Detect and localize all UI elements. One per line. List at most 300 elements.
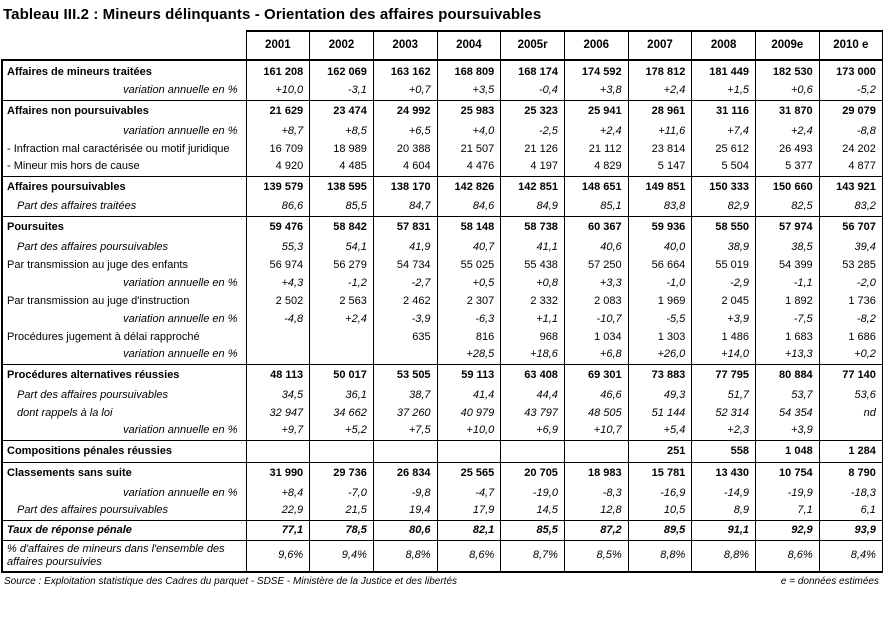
cell-value: +1,5 bbox=[692, 82, 756, 100]
cell-value: 5 377 bbox=[756, 158, 820, 176]
table-body bbox=[2, 60, 883, 572]
cell-value: 161 208 bbox=[246, 60, 310, 82]
cell-value: -8,8 bbox=[819, 122, 883, 140]
cell-value: 83,8 bbox=[628, 198, 692, 216]
cell-value: -1,0 bbox=[628, 274, 692, 292]
cell-value: 56 974 bbox=[246, 256, 310, 274]
cell-value: 51 144 bbox=[628, 404, 692, 422]
cell-value: 4 485 bbox=[310, 158, 374, 176]
cell-value: -3,9 bbox=[373, 310, 437, 328]
cell-value: 162 069 bbox=[310, 60, 374, 82]
cell-value: +18,6 bbox=[501, 346, 565, 364]
row-label: dont rappels à la loi bbox=[2, 404, 246, 422]
table-row bbox=[2, 404, 883, 422]
cell-value: -7,0 bbox=[310, 484, 374, 502]
cell-value: +5,4 bbox=[628, 422, 692, 440]
cell-value: 77,1 bbox=[246, 520, 310, 540]
year-column-header: 2003 bbox=[373, 31, 437, 60]
cell-value: +10,0 bbox=[437, 422, 501, 440]
cell-value: +2,4 bbox=[564, 122, 628, 140]
cell-value: 816 bbox=[437, 328, 501, 346]
cell-value: 92,9 bbox=[756, 520, 820, 540]
cell-value: +2,4 bbox=[310, 310, 374, 328]
year-column-header: 2004 bbox=[437, 31, 501, 60]
statistics-table bbox=[1, 30, 883, 573]
cell-value: 4 476 bbox=[437, 158, 501, 176]
table-row bbox=[2, 82, 883, 100]
cell-value: 1 048 bbox=[756, 440, 820, 462]
cell-value: 19,4 bbox=[373, 502, 437, 520]
cell-value: 59 476 bbox=[246, 216, 310, 238]
table-row bbox=[2, 310, 883, 328]
cell-value: 48 113 bbox=[246, 364, 310, 386]
cell-value: 251 bbox=[628, 440, 692, 462]
cell-value: 2 563 bbox=[310, 292, 374, 310]
cell-value: +0,6 bbox=[756, 82, 820, 100]
cell-value: 1 303 bbox=[628, 328, 692, 346]
cell-value: 142 826 bbox=[437, 176, 501, 198]
cell-value: 1 486 bbox=[692, 328, 756, 346]
cell-value: 38,7 bbox=[373, 386, 437, 404]
cell-value bbox=[373, 440, 437, 462]
cell-value: 2 462 bbox=[373, 292, 437, 310]
cell-value: -7,5 bbox=[756, 310, 820, 328]
cell-value: +4,0 bbox=[437, 122, 501, 140]
cell-value: 49,3 bbox=[628, 386, 692, 404]
cell-value bbox=[437, 440, 501, 462]
cell-value: 56 664 bbox=[628, 256, 692, 274]
cell-value: 55 025 bbox=[437, 256, 501, 274]
cell-value: 182 530 bbox=[756, 60, 820, 82]
cell-value: 13 430 bbox=[692, 462, 756, 484]
cell-value: 51,7 bbox=[692, 386, 756, 404]
footer bbox=[1, 576, 882, 587]
cell-value: 29 736 bbox=[310, 462, 374, 484]
cell-value: 59 113 bbox=[437, 364, 501, 386]
cell-value: 59 936 bbox=[628, 216, 692, 238]
cell-value: 25 983 bbox=[437, 100, 501, 122]
cell-value: 58 550 bbox=[692, 216, 756, 238]
table-row bbox=[2, 386, 883, 404]
cell-value: 58 738 bbox=[501, 216, 565, 238]
cell-value: 54,1 bbox=[310, 238, 374, 256]
cell-value: 25 565 bbox=[437, 462, 501, 484]
cell-value: 139 579 bbox=[246, 176, 310, 198]
cell-value: +0,7 bbox=[373, 82, 437, 100]
cell-value: +13,3 bbox=[756, 346, 820, 364]
cell-value: 25 612 bbox=[692, 140, 756, 158]
year-column-header: 2005r bbox=[501, 31, 565, 60]
cell-value: 2 332 bbox=[501, 292, 565, 310]
cell-value: 93,9 bbox=[819, 520, 883, 540]
cell-value: 73 883 bbox=[628, 364, 692, 386]
corner-cell bbox=[2, 31, 246, 60]
row-label: % d'affaires de mineurs dans l'ensemble des affaires poursuivies bbox=[2, 540, 246, 572]
cell-value: 78,5 bbox=[310, 520, 374, 540]
table-row bbox=[2, 292, 883, 310]
cell-value: 80,6 bbox=[373, 520, 437, 540]
cell-value: 36,1 bbox=[310, 386, 374, 404]
table-row bbox=[2, 346, 883, 364]
cell-value: 20 705 bbox=[501, 462, 565, 484]
cell-value: 26 493 bbox=[756, 140, 820, 158]
table-row bbox=[2, 520, 883, 540]
table-row bbox=[2, 502, 883, 520]
cell-value: -2,9 bbox=[692, 274, 756, 292]
row-label: variation annuelle en % bbox=[2, 274, 246, 292]
cell-value: 20 388 bbox=[373, 140, 437, 158]
cell-value: 53 285 bbox=[819, 256, 883, 274]
row-label: variation annuelle en % bbox=[2, 310, 246, 328]
cell-value: 14,5 bbox=[501, 502, 565, 520]
cell-value: -2,7 bbox=[373, 274, 437, 292]
cell-value: 82,1 bbox=[437, 520, 501, 540]
row-label: Procédures jugement à délai rapproché bbox=[2, 328, 246, 346]
cell-value: 558 bbox=[692, 440, 756, 462]
cell-value: +2,3 bbox=[692, 422, 756, 440]
cell-value: +7,5 bbox=[373, 422, 437, 440]
cell-value: +3,8 bbox=[564, 82, 628, 100]
cell-value: -1,2 bbox=[310, 274, 374, 292]
row-label: Par transmission au juge des enfants bbox=[2, 256, 246, 274]
year-column-header: 2008 bbox=[692, 31, 756, 60]
cell-value: +11,6 bbox=[628, 122, 692, 140]
estimate-note: e = données estimées bbox=[780, 575, 879, 587]
cell-value: -5,5 bbox=[628, 310, 692, 328]
cell-value: 32 947 bbox=[246, 404, 310, 422]
cell-value: +5,2 bbox=[310, 422, 374, 440]
cell-value: 8,5% bbox=[564, 540, 628, 572]
cell-value: 143 921 bbox=[819, 176, 883, 198]
cell-value: 56 707 bbox=[819, 216, 883, 238]
cell-value: -8,3 bbox=[564, 484, 628, 502]
cell-value: +0,2 bbox=[819, 346, 883, 364]
cell-value: 174 592 bbox=[564, 60, 628, 82]
cell-value: 63 408 bbox=[501, 364, 565, 386]
cell-value: 635 bbox=[373, 328, 437, 346]
cell-value: 58 148 bbox=[437, 216, 501, 238]
row-label: Par transmission au juge d'instruction bbox=[2, 292, 246, 310]
table-row bbox=[2, 198, 883, 216]
table-row bbox=[2, 176, 883, 198]
cell-value: 16 709 bbox=[246, 140, 310, 158]
cell-value: 8,6% bbox=[756, 540, 820, 572]
cell-value: 150 333 bbox=[692, 176, 756, 198]
cell-value: 85,5 bbox=[310, 198, 374, 216]
cell-value: +1,1 bbox=[501, 310, 565, 328]
cell-value: 38,9 bbox=[692, 238, 756, 256]
cell-value bbox=[819, 422, 883, 440]
table-head-row bbox=[2, 31, 883, 60]
cell-value: -18,3 bbox=[819, 484, 883, 502]
table-row bbox=[2, 122, 883, 140]
cell-value: 21 629 bbox=[246, 100, 310, 122]
row-label: Taux de réponse pénale bbox=[2, 520, 246, 540]
row-label: Part des affaires traitées bbox=[2, 198, 246, 216]
cell-value: 2 502 bbox=[246, 292, 310, 310]
row-label: variation annuelle en % bbox=[2, 82, 246, 100]
cell-value: 5 147 bbox=[628, 158, 692, 176]
table-row bbox=[2, 140, 883, 158]
cell-value: -8,2 bbox=[819, 310, 883, 328]
cell-value: 80 884 bbox=[756, 364, 820, 386]
row-label: Part des affaires poursuivables bbox=[2, 238, 246, 256]
cell-value: +4,3 bbox=[246, 274, 310, 292]
cell-value: nd bbox=[819, 404, 883, 422]
cell-value: -19,9 bbox=[756, 484, 820, 502]
row-label: Affaires non poursuivables bbox=[2, 100, 246, 122]
cell-value bbox=[373, 346, 437, 364]
cell-value: -4,8 bbox=[246, 310, 310, 328]
table-row bbox=[2, 216, 883, 238]
cell-value: 84,9 bbox=[501, 198, 565, 216]
row-label: Poursuites bbox=[2, 216, 246, 238]
cell-value: 22,9 bbox=[246, 502, 310, 520]
cell-value: 18 983 bbox=[564, 462, 628, 484]
cell-value: 4 920 bbox=[246, 158, 310, 176]
row-label: variation annuelle en % bbox=[2, 346, 246, 364]
cell-value: +0,5 bbox=[437, 274, 501, 292]
year-column-header: 2009e bbox=[756, 31, 820, 60]
table-row bbox=[2, 274, 883, 292]
cell-value: 178 812 bbox=[628, 60, 692, 82]
cell-value: 1 034 bbox=[564, 328, 628, 346]
cell-value bbox=[246, 440, 310, 462]
cell-value: 41,9 bbox=[373, 238, 437, 256]
cell-value bbox=[246, 346, 310, 364]
cell-value: 12,8 bbox=[564, 502, 628, 520]
cell-value: 40 979 bbox=[437, 404, 501, 422]
row-label: variation annuelle en % bbox=[2, 122, 246, 140]
cell-value: 77 140 bbox=[819, 364, 883, 386]
cell-value bbox=[246, 328, 310, 346]
cell-value: 8,9 bbox=[692, 502, 756, 520]
row-label: Procédures alternatives réussies bbox=[2, 364, 246, 386]
cell-value: 23 814 bbox=[628, 140, 692, 158]
cell-value bbox=[310, 346, 374, 364]
cell-value: 9,4% bbox=[310, 540, 374, 572]
year-column-header: 2006 bbox=[564, 31, 628, 60]
table-row bbox=[2, 328, 883, 346]
cell-value: 52 314 bbox=[692, 404, 756, 422]
table-row bbox=[2, 60, 883, 82]
cell-value: 60 367 bbox=[564, 216, 628, 238]
cell-value: 28 961 bbox=[628, 100, 692, 122]
cell-value: 168 174 bbox=[501, 60, 565, 82]
cell-value: 2 083 bbox=[564, 292, 628, 310]
row-label: Classements sans suite bbox=[2, 462, 246, 484]
table-row bbox=[2, 540, 883, 572]
cell-value: 57 974 bbox=[756, 216, 820, 238]
cell-value: -4,7 bbox=[437, 484, 501, 502]
cell-value: +3,9 bbox=[756, 422, 820, 440]
table-row bbox=[2, 100, 883, 122]
cell-value: +3,3 bbox=[564, 274, 628, 292]
cell-value: 138 595 bbox=[310, 176, 374, 198]
row-label: variation annuelle en % bbox=[2, 422, 246, 440]
cell-value: +10,0 bbox=[246, 82, 310, 100]
cell-value: 23 474 bbox=[310, 100, 374, 122]
cell-value: 8,8% bbox=[628, 540, 692, 572]
cell-value: 34 662 bbox=[310, 404, 374, 422]
cell-value: +3,9 bbox=[692, 310, 756, 328]
cell-value: -0,4 bbox=[501, 82, 565, 100]
cell-value: -2,5 bbox=[501, 122, 565, 140]
cell-value: 58 842 bbox=[310, 216, 374, 238]
cell-value: 149 851 bbox=[628, 176, 692, 198]
cell-value: 1 683 bbox=[756, 328, 820, 346]
cell-value: 26 834 bbox=[373, 462, 437, 484]
cell-value: 31 990 bbox=[246, 462, 310, 484]
cell-value: 31 116 bbox=[692, 100, 756, 122]
cell-value bbox=[310, 440, 374, 462]
cell-value: +3,5 bbox=[437, 82, 501, 100]
cell-value: 39,4 bbox=[819, 238, 883, 256]
cell-value: 56 279 bbox=[310, 256, 374, 274]
cell-value: -1,1 bbox=[756, 274, 820, 292]
cell-value: 8,8% bbox=[692, 540, 756, 572]
cell-value: +2,4 bbox=[628, 82, 692, 100]
row-label: Affaires de mineurs traitées bbox=[2, 60, 246, 82]
cell-value: -2,0 bbox=[819, 274, 883, 292]
cell-value: 10 754 bbox=[756, 462, 820, 484]
table-title: Tableau III.2 : Mineurs délinquants - Orientation des affaires poursuivables bbox=[3, 6, 542, 23]
cell-value: 69 301 bbox=[564, 364, 628, 386]
cell-value: 173 000 bbox=[819, 60, 883, 82]
cell-value: 6,1 bbox=[819, 502, 883, 520]
cell-value: 82,9 bbox=[692, 198, 756, 216]
cell-value: 18 989 bbox=[310, 140, 374, 158]
cell-value: +9,7 bbox=[246, 422, 310, 440]
cell-value: 5 504 bbox=[692, 158, 756, 176]
cell-value: 38,5 bbox=[756, 238, 820, 256]
cell-value: -10,7 bbox=[564, 310, 628, 328]
cell-value: 84,7 bbox=[373, 198, 437, 216]
row-label: Affaires poursuivables bbox=[2, 176, 246, 198]
table-row bbox=[2, 238, 883, 256]
cell-value: 168 809 bbox=[437, 60, 501, 82]
cell-value: 1 284 bbox=[819, 440, 883, 462]
cell-value: 77 795 bbox=[692, 364, 756, 386]
cell-value: -9,8 bbox=[373, 484, 437, 502]
cell-value: 91,1 bbox=[692, 520, 756, 540]
cell-value: +6,5 bbox=[373, 122, 437, 140]
cell-value: -14,9 bbox=[692, 484, 756, 502]
cell-value: 21 112 bbox=[564, 140, 628, 158]
cell-value: 89,5 bbox=[628, 520, 692, 540]
cell-value: 21 126 bbox=[501, 140, 565, 158]
cell-value: 31 870 bbox=[756, 100, 820, 122]
cell-value: 40,6 bbox=[564, 238, 628, 256]
cell-value: -6,3 bbox=[437, 310, 501, 328]
cell-value: 86,6 bbox=[246, 198, 310, 216]
table-row bbox=[2, 440, 883, 462]
cell-value: 8,8% bbox=[373, 540, 437, 572]
cell-value bbox=[310, 328, 374, 346]
row-label: Compositions pénales réussies bbox=[2, 440, 246, 462]
cell-value: 37 260 bbox=[373, 404, 437, 422]
cell-value: 29 079 bbox=[819, 100, 883, 122]
cell-value: 82,5 bbox=[756, 198, 820, 216]
cell-value: 25 941 bbox=[564, 100, 628, 122]
table-row bbox=[2, 256, 883, 274]
cell-value: 1 892 bbox=[756, 292, 820, 310]
cell-value bbox=[501, 440, 565, 462]
cell-value: 148 651 bbox=[564, 176, 628, 198]
cell-value: 138 170 bbox=[373, 176, 437, 198]
cell-value: 4 197 bbox=[501, 158, 565, 176]
cell-value: 24 202 bbox=[819, 140, 883, 158]
cell-value: 25 323 bbox=[501, 100, 565, 122]
cell-value: 181 449 bbox=[692, 60, 756, 82]
cell-value: 53,7 bbox=[756, 386, 820, 404]
cell-value: 84,6 bbox=[437, 198, 501, 216]
cell-value: 9,6% bbox=[246, 540, 310, 572]
cell-value: 2 045 bbox=[692, 292, 756, 310]
cell-value: 44,4 bbox=[501, 386, 565, 404]
row-label: - Infraction mal caractérisée ou motif juridique bbox=[2, 140, 246, 158]
cell-value: 87,2 bbox=[564, 520, 628, 540]
year-column-header: 2007 bbox=[628, 31, 692, 60]
cell-value: 41,4 bbox=[437, 386, 501, 404]
cell-value: 55 019 bbox=[692, 256, 756, 274]
row-label: Part des affaires poursuivables bbox=[2, 386, 246, 404]
table-row bbox=[2, 364, 883, 386]
cell-value: +7,4 bbox=[692, 122, 756, 140]
cell-value: 4 877 bbox=[819, 158, 883, 176]
row-label: - Mineur mis hors de cause bbox=[2, 158, 246, 176]
cell-value: 54 734 bbox=[373, 256, 437, 274]
cell-value bbox=[564, 440, 628, 462]
cell-value: 53 505 bbox=[373, 364, 437, 386]
cell-value: +10,7 bbox=[564, 422, 628, 440]
cell-value: 163 162 bbox=[373, 60, 437, 82]
year-column-header: 2002 bbox=[310, 31, 374, 60]
cell-value: +6,8 bbox=[564, 346, 628, 364]
cell-value: 4 829 bbox=[564, 158, 628, 176]
cell-value: 34,5 bbox=[246, 386, 310, 404]
cell-value: +28,5 bbox=[437, 346, 501, 364]
cell-value: 83,2 bbox=[819, 198, 883, 216]
cell-value: 1 969 bbox=[628, 292, 692, 310]
cell-value: 10,5 bbox=[628, 502, 692, 520]
table-row bbox=[2, 422, 883, 440]
cell-value: 8,6% bbox=[437, 540, 501, 572]
cell-value: +0,8 bbox=[501, 274, 565, 292]
cell-value: 57 831 bbox=[373, 216, 437, 238]
row-label: Part des affaires poursuivables bbox=[2, 502, 246, 520]
cell-value: 142 851 bbox=[501, 176, 565, 198]
cell-value: 150 660 bbox=[756, 176, 820, 198]
cell-value: 1 736 bbox=[819, 292, 883, 310]
cell-value: 968 bbox=[501, 328, 565, 346]
table-row bbox=[2, 462, 883, 484]
cell-value: 41,1 bbox=[501, 238, 565, 256]
cell-value: 48 505 bbox=[564, 404, 628, 422]
cell-value: 54 354 bbox=[756, 404, 820, 422]
cell-value: +8,4 bbox=[246, 484, 310, 502]
cell-value: 50 017 bbox=[310, 364, 374, 386]
cell-value: 17,9 bbox=[437, 502, 501, 520]
row-label: variation annuelle en % bbox=[2, 484, 246, 502]
cell-value: 8,4% bbox=[819, 540, 883, 572]
cell-value: 40,7 bbox=[437, 238, 501, 256]
cell-value: +14,0 bbox=[692, 346, 756, 364]
cell-value: 24 992 bbox=[373, 100, 437, 122]
cell-value: 21 507 bbox=[437, 140, 501, 158]
cell-value: 55,3 bbox=[246, 238, 310, 256]
cell-value: 2 307 bbox=[437, 292, 501, 310]
